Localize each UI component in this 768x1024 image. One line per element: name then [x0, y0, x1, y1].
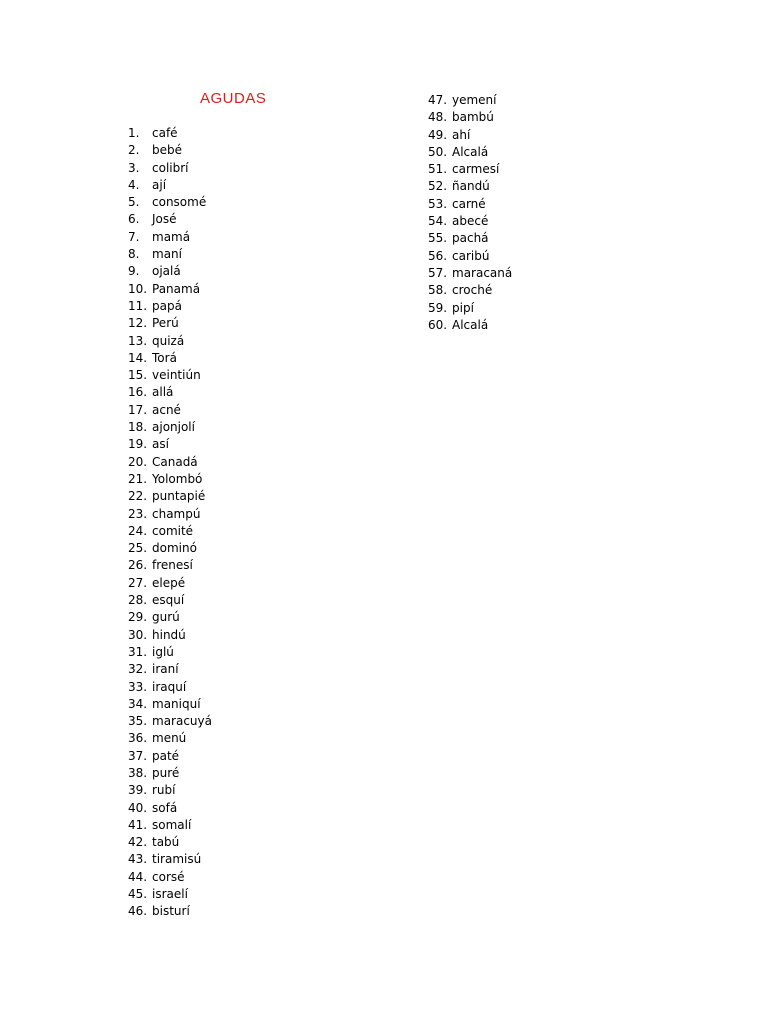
item-number: 4.	[128, 177, 140, 192]
item-number: 16.	[128, 385, 148, 400]
item-word: hindú	[152, 627, 186, 642]
item-word: Perú	[152, 316, 179, 331]
item-word: champú	[152, 506, 201, 521]
item-number: 27.	[128, 575, 148, 590]
item-word: Yolombó	[152, 471, 203, 486]
item-number: 9.	[128, 264, 140, 279]
list-item	[128, 436, 212, 453]
list-item	[128, 454, 212, 471]
list-item	[128, 523, 212, 540]
item-word: ají	[152, 177, 167, 192]
item-number: 58.	[428, 283, 448, 298]
item-word: Torá	[152, 350, 177, 365]
item-word: quizá	[152, 333, 185, 348]
list-item	[128, 782, 212, 799]
list-item	[128, 350, 212, 367]
list-item	[128, 315, 212, 332]
item-number: 42.	[128, 835, 148, 850]
item-number: 39.	[128, 783, 148, 798]
item-number: 32.	[128, 662, 148, 677]
item-number: 60.	[428, 317, 448, 332]
list-item	[128, 246, 212, 263]
item-number: 25.	[128, 541, 148, 556]
list-item	[128, 851, 212, 868]
item-number: 45.	[128, 887, 148, 902]
item-number: 56.	[428, 248, 448, 263]
item-word: bebé	[152, 143, 182, 158]
list-item	[128, 540, 212, 557]
list-item	[428, 161, 512, 178]
item-word: colibrí	[152, 160, 189, 175]
item-word: Alcalá	[452, 144, 489, 159]
item-number: 21.	[128, 471, 148, 486]
item-word: pipí	[452, 300, 474, 315]
item-number: 11.	[128, 298, 148, 313]
item-number: 8.	[128, 247, 140, 262]
item-number: 24.	[128, 523, 148, 538]
list-item	[128, 886, 212, 903]
item-number: 7.	[128, 229, 140, 244]
list-item	[128, 765, 212, 782]
item-number: 54.	[428, 214, 448, 229]
item-word: bambú	[452, 110, 494, 125]
item-word: allá	[152, 385, 174, 400]
item-word: Canadá	[152, 454, 198, 469]
item-number: 6.	[128, 212, 140, 227]
item-word: puntapié	[152, 489, 206, 504]
item-word: abecé	[452, 214, 489, 229]
item-number: 23.	[128, 506, 148, 521]
item-word: rubí	[152, 783, 176, 798]
item-number: 18.	[128, 420, 148, 435]
item-word: corsé	[152, 869, 185, 884]
item-number: 20.	[128, 454, 148, 469]
item-word: paté	[152, 748, 180, 763]
item-number: 10.	[128, 281, 148, 296]
item-word: iglú	[152, 644, 174, 659]
item-number: 2.	[128, 143, 140, 158]
item-word: gurú	[152, 610, 180, 625]
list-item	[128, 229, 212, 246]
item-number: 17.	[128, 402, 148, 417]
list-item	[128, 488, 212, 505]
list-item	[428, 109, 512, 126]
word-list-right	[428, 92, 512, 334]
list-item	[428, 265, 512, 282]
list-item	[128, 419, 212, 436]
item-number: 29.	[128, 610, 148, 625]
list-item	[128, 869, 212, 886]
list-item	[128, 575, 212, 592]
list-item	[428, 300, 512, 317]
list-item	[428, 282, 512, 299]
list-item	[128, 903, 212, 920]
item-number: 15.	[128, 368, 148, 383]
item-word: ñandú	[452, 179, 490, 194]
item-number: 48.	[428, 110, 448, 125]
item-word: comité	[152, 523, 194, 538]
item-word: maní	[152, 247, 182, 262]
list-item	[128, 367, 212, 384]
list-item	[428, 178, 512, 195]
item-word: croché	[452, 283, 493, 298]
item-word: tabú	[152, 835, 180, 850]
item-number: 28.	[128, 593, 148, 608]
list-item	[128, 609, 212, 626]
item-word: acné	[152, 402, 181, 417]
list-item	[128, 696, 212, 713]
item-number: 50.	[428, 144, 448, 159]
list-item	[428, 317, 512, 334]
item-word: José	[152, 212, 177, 227]
item-word: bisturí	[152, 904, 190, 919]
list-item	[128, 281, 212, 298]
list-item	[128, 592, 212, 609]
item-word: ojalá	[152, 264, 181, 279]
list-item	[128, 125, 212, 142]
item-word: somalí	[152, 817, 192, 832]
item-word: elepé	[152, 575, 186, 590]
item-number: 53.	[428, 196, 448, 211]
item-word: sofá	[152, 800, 178, 815]
list-item	[128, 333, 212, 350]
item-number: 36.	[128, 731, 148, 746]
item-word: yemení	[452, 93, 497, 107]
list-item	[128, 471, 212, 488]
page-title: AGUDAS	[200, 90, 267, 107]
list-item	[128, 713, 212, 730]
item-number: 55.	[428, 231, 448, 246]
item-word: maracuyá	[152, 714, 212, 729]
list-item	[128, 506, 212, 523]
item-word: carné	[452, 196, 486, 211]
item-word: maniquí	[152, 696, 201, 711]
item-number: 44.	[128, 869, 148, 884]
item-word: ahí	[452, 127, 471, 142]
item-word: mamá	[152, 229, 191, 244]
list-item	[128, 679, 212, 696]
item-word: tiramisú	[152, 852, 202, 867]
list-item	[128, 627, 212, 644]
item-word: papá	[152, 298, 182, 313]
item-number: 51.	[428, 162, 448, 177]
item-number: 52.	[428, 179, 448, 194]
list-item	[128, 748, 212, 765]
item-word: puré	[152, 765, 180, 780]
list-item	[128, 160, 212, 177]
item-word: frenesí	[152, 558, 193, 573]
item-number: 41.	[128, 817, 148, 832]
item-word: consomé	[152, 195, 207, 210]
item-word: pachá	[452, 231, 489, 246]
item-number: 1.	[128, 126, 140, 140]
list-item	[128, 402, 212, 419]
item-number: 26.	[128, 558, 148, 573]
item-number: 37.	[128, 748, 148, 763]
list-item	[428, 213, 512, 230]
item-number: 5.	[128, 195, 140, 210]
list-item	[128, 800, 212, 817]
list-item	[128, 194, 212, 211]
item-word: dominó	[152, 541, 197, 556]
item-number: 19.	[128, 437, 148, 452]
list-item	[128, 263, 212, 280]
list-item	[428, 230, 512, 247]
item-number: 13.	[128, 333, 148, 348]
item-number: 47.	[428, 93, 448, 107]
list-item	[428, 92, 512, 109]
item-number: 46.	[128, 904, 148, 919]
item-word: iraquí	[152, 679, 187, 694]
item-word: Alcalá	[452, 317, 489, 332]
item-number: 59.	[428, 300, 448, 315]
item-number: 14.	[128, 350, 148, 365]
list-item	[428, 196, 512, 213]
item-number: 12.	[128, 316, 148, 331]
list-item	[128, 177, 212, 194]
item-word: maracaná	[452, 265, 513, 280]
item-number: 22.	[128, 489, 148, 504]
item-word: café	[152, 126, 178, 140]
item-word: Panamá	[152, 281, 201, 296]
list-item	[128, 211, 212, 228]
item-number: 3.	[128, 160, 140, 175]
item-number: 33.	[128, 679, 148, 694]
item-number: 35.	[128, 714, 148, 729]
item-number: 43.	[128, 852, 148, 867]
item-word: ajonjolí	[152, 420, 195, 435]
list-item	[128, 834, 212, 851]
list-item	[128, 298, 212, 315]
list-item	[128, 817, 212, 834]
item-number: 30.	[128, 627, 148, 642]
list-item	[128, 644, 212, 661]
item-number: 49.	[428, 127, 448, 142]
item-word: carmesí	[452, 162, 500, 177]
item-word: esquí	[152, 593, 185, 608]
item-number: 40.	[128, 800, 148, 815]
list-item	[128, 384, 212, 401]
item-word: caribú	[452, 248, 490, 263]
list-item	[128, 142, 212, 159]
item-number: 57.	[428, 265, 448, 280]
list-item	[428, 127, 512, 144]
list-item	[128, 557, 212, 574]
item-word: menú	[152, 731, 187, 746]
list-item	[128, 730, 212, 747]
word-list-left	[128, 125, 212, 921]
item-word: veintiún	[152, 368, 201, 383]
list-item	[428, 248, 512, 265]
item-word: así	[152, 437, 169, 452]
item-number: 38.	[128, 765, 148, 780]
item-word: iraní	[152, 662, 179, 677]
item-number: 31.	[128, 644, 148, 659]
item-number: 34.	[128, 696, 148, 711]
list-item	[428, 144, 512, 161]
item-word: israelí	[152, 887, 188, 902]
list-item	[128, 661, 212, 678]
